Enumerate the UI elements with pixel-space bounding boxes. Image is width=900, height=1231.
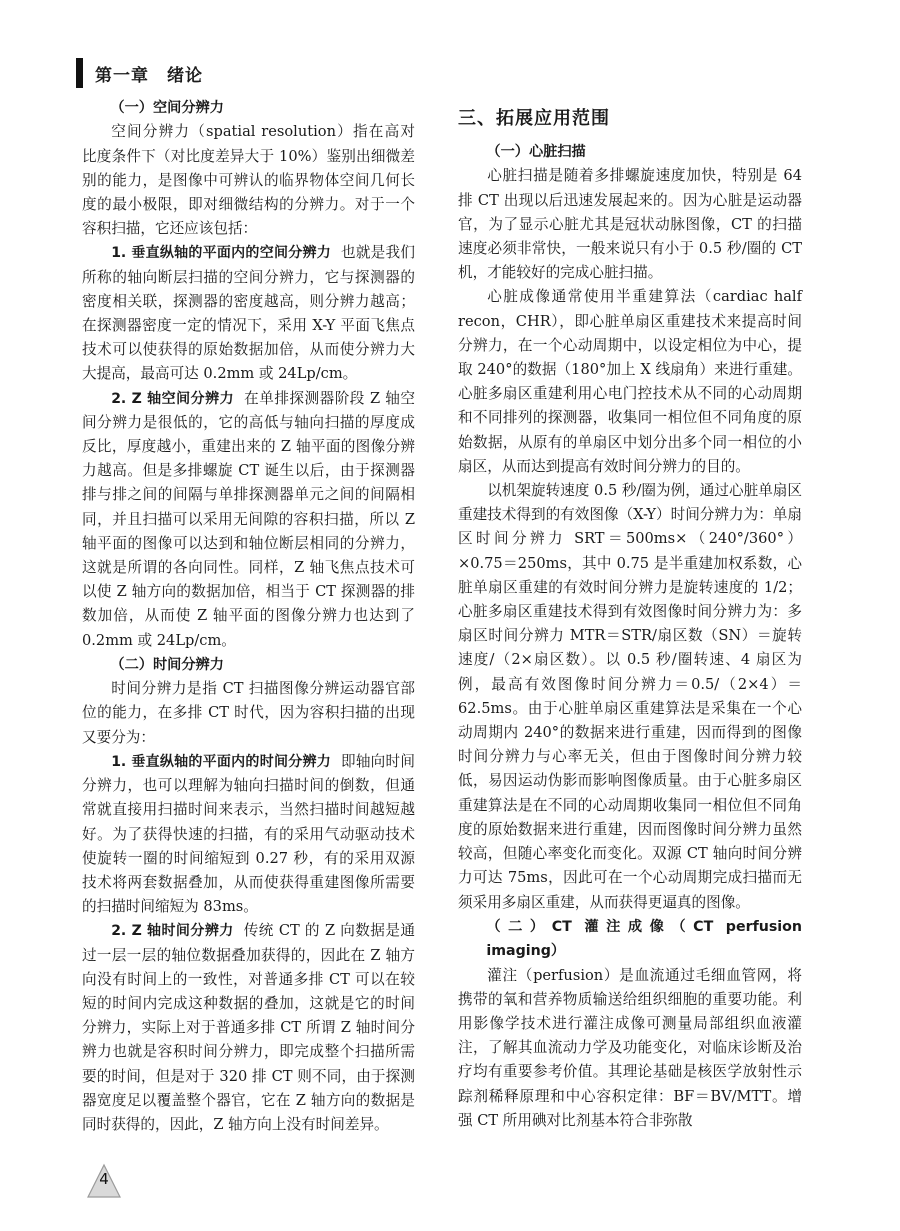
item-lead: 1. 垂直纵轴的平面内的空间分辨力 [111,245,331,262]
running-header [76,56,203,90]
paragraph [82,241,415,386]
subsection-title-spatial: （一）空间分辨力 [110,100,224,116]
item-text: 也就是我们所称的轴向断层扫描的空间分辨力，它与探测器的密度相关联，探测器的密度越高，则分辨力越高；在探测器密度一定的情况下，采用 X-Y 平面飞焦点技术可以使获得的原始数据加倍，从而使分辨力大大提高，最高可达 0.2mm 或 24Lp/cm。 [82,244,415,383]
section-title: 三、拓展应用范围 [458,108,610,129]
subsection-title-cardiac: （一）心脏扫描 [486,144,586,160]
subsection-title-perfusion: （二）CT 灌注成像（CT perfusion imaging） [486,918,802,960]
page-number: 4 [99,1170,109,1188]
paragraph [82,750,415,919]
page-number-badge [84,1161,124,1199]
paragraph: 心脏成像通常使用半重建算法（cardiac half recon，CHR），即心脏单扇区重建技术来提高时间分辨力，在一个心动周期中，以设定相位为中心，提取 240°的数据（180°加上 X 线扇角）来进行重建。心脏多扇区重建利用心电门控技术从不同的心动周期和不同排列的探测器，收集同一相位但不同角度的原始数据，从原有的单扇区中划分出多个同一相位的小扇区，从而达到提高有效时间分辨力的目的。 [458,288,802,475]
paragraph [82,387,415,653]
paragraph: 以机架旋转速度 0.5 秒/圈为例，通过心脏单扇区重建技术得到的有效图像（X-Y）时间分辨力为：单扇区时间分辨力 SRT＝500ms×（240°/360°）×0.75＝250ms，其中 0.75 是半重建加权系数，心脏单扇区重建的有效时间分辨力是旋转速度的 1/2；心脏多扇区重建技术得到有效图像时间分辨力为：多扇区时间分辨力 MTR＝STR/扇区数（SN）＝旋转速度/（2×扇区数）。以 0.5 秒/圈转速、4 扇区为例，最高有效图像时间分辨力＝0.5/（2×4）＝62.5ms。由于心脏单扇区重建算法是采集在一个心动周期内 240°的数据来进行重建，因而得到的图像时间分辨力与心率无关，但由于图像时间分辨力较低，易因运动伪影而影响图像质量。由于心脏多扇区重建算法是在不同的心动周期收集同一相位但不同角度的原始数据来进行重建，因而图像时间分辨力虽然较高，但随心率变化而变化。双源 CT 轴向时间分辨力可达 75ms，因此可在一个心动周期完成扫描而无须采用多扇区重建，从而获得更逼真的图像。 [458,482,802,911]
paragraph: 心脏扫描是随着多排螺旋速度加快，特别是 64 排 CT 出现以后迅速发展起来的。因为心脏是运动器官，为了显示心脏尤其是冠状动脉图像，CT 的扫描速度必须非常快，一般来说只有小于 0.5 秒/圈的 CT 机，才能较好的完成心脏扫描。 [458,167,802,282]
item-text: 传统 CT 的 Z 向数据是通过一层一层的轴位数据叠加获得的，因此在 Z 轴方向没有时间上的一致性，对普通多排 CT 可以在较短的时间内完成这种数据的叠加，这就是它的时间分辨力，实际上对于普通多排 CT 所谓 Z 轴时间分辨力也就是容积时间分辨力，即完成整个扫描所需要的时间，但是对于 320 排 CT 则不同，由于探测器宽度足以覆盖整个器官，它在 Z 轴方向的数据是同时获得的，因此，Z 轴方向上没有时间差异。 [82,922,415,1133]
chapter-title: 第一章 绪论 [95,65,203,86]
paragraph: 空间分辨力（spatial resolution）指在高对比度条件下（对比度差异大于 10%）鉴别出细微差别的能力，是图像中可辨认的临界物体空间几何长度的最小极限，即对细微结构的分辨力。对于一个容积扫描，它还应该包括： [82,123,415,238]
left-column [82,96,415,1137]
header-bar [76,58,83,88]
item-text: 在单排探测器阶段 Z 轴空间分辨力是很低的，它的高低与轴向扫描的厚度成反比，厚度越小，重建出来的 Z 轴平面的图像分辨力越高。但是多排螺旋 CT 诞生以后，由于探测器排与排之间的间隔与单排探测器单元之间的间隔相同，并且扫描可以采用无间隙的容积扫描，所以 Z 轴平面的图像可以达到和轴位断层相同的分辨力，这就是所谓的各向同性。同样，Z 轴飞焦点技术可以使 Z 轴方向的数据加倍，相当于 CT 探测器的排数加倍，从而使 Z 轴平面的图像分辨力也达到了 0.2mm 或 24Lp/cm。 [82,389,415,649]
paragraph [82,919,415,1137]
item-text: 即轴向时间分辨力，也可以理解为轴向扫描时间的倒数，但通常就直接用扫描时间来表示，当然扫描时间越短越好。为了获得快速的扫描，有的采用气动驱动技术使旋转一圈的时间缩短到 0.27 秒，有的采用双源技术将两套数据叠加，从而使获得重建图像所需要的扫描时间缩短为 83ms。 [82,752,415,916]
item-lead: 2. Z 轴空间分辨力 [111,390,235,407]
item-lead: 2. Z 轴时间分辨力 [111,923,234,940]
paragraph: 时间分辨力是指 CT 扫描图像分辨运动器官部位的能力，在多排 CT 时代，因为容积扫描的出现又要分为： [82,680,415,746]
paragraph: 灌注（perfusion）是血流通过毛细血管网，将携带的氧和营养物质输送给组织细胞的重要功能。利用影像学技术进行灌注成像可测量局部组织血液灌注，了解其血流动力学及功能变化，对临床诊断及治疗均有重要参考价值。其理论基础是核医学放射性示踪剂稀释原理和中心容积定律：BF＝BV/MTT。增强 CT 所用碘对比剂基本符合非弥散 [458,966,802,1129]
right-column [458,104,802,1133]
subsection-title-temporal: （二）时间分辨力 [110,656,224,673]
item-lead: 1. 垂直纵轴的平面内的时间分辨力 [111,753,331,770]
